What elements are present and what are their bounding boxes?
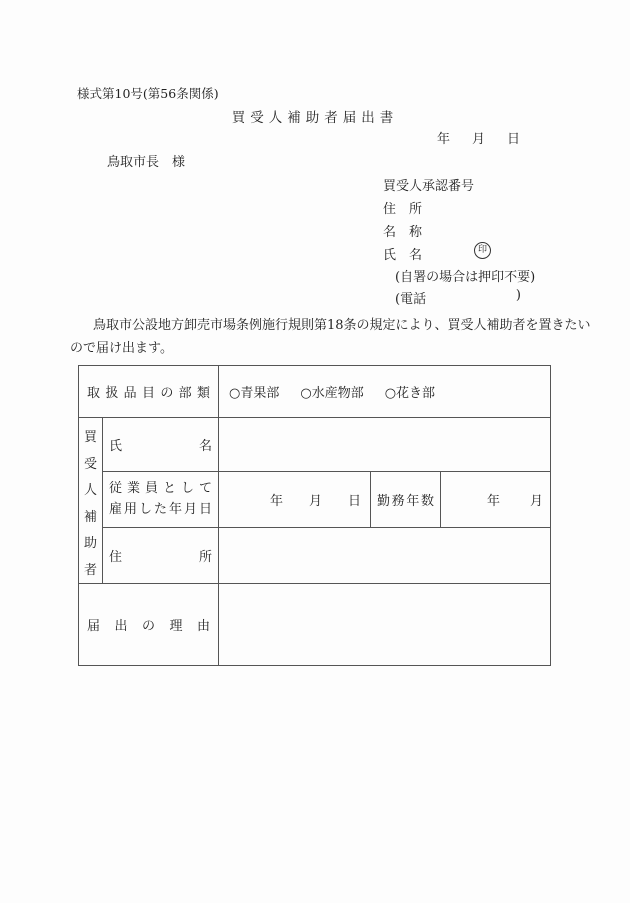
applicant-person-name-label: 氏 名 <box>383 248 423 263</box>
emp-day-label: 日 <box>348 493 362 509</box>
approval-number-label: 買受人承認番号 <box>383 179 475 194</box>
phone-label: (電話 <box>395 292 427 307</box>
applicant-entity-name-label: 名 称 <box>383 225 423 240</box>
employment-label-line1: 従業員として <box>109 481 213 497</box>
option-hanaki-bu: ○花き部 <box>384 386 436 401</box>
group-char-5: 助 <box>83 536 97 552</box>
applicant-address-label: 住 所 <box>383 202 423 217</box>
employment-date-cell <box>219 471 371 528</box>
reason-label: 届出の理由 <box>87 619 211 634</box>
addressee: 鳥取市長 様 <box>107 155 186 170</box>
name-value-cell <box>219 418 551 472</box>
group-char-4: 補 <box>83 509 97 525</box>
category-options <box>219 382 550 401</box>
reason-row <box>79 584 551 666</box>
service-years-label: 勤務年数 <box>377 493 435 509</box>
form-table <box>78 365 551 666</box>
svc-year-label: 年 <box>486 493 500 509</box>
body-line-1: 鳥取市公設地方卸売市場条例施行規則第18条の規定により、買受人補助者を置きたい <box>93 318 591 333</box>
group-char-6: 者 <box>83 562 97 578</box>
body-line-2: ので届け出ます。 <box>70 341 173 356</box>
seal-note: (自署の場合は押印不要) <box>395 270 536 285</box>
emp-year-label: 年 <box>269 493 283 509</box>
address-value-cell <box>219 528 551 584</box>
employment-row <box>79 471 551 528</box>
svc-month-label: 月 <box>530 493 544 509</box>
form-number: 様式第10号(第56条関係) <box>77 86 219 101</box>
reason-label-cell <box>79 584 219 666</box>
assistant-group-label <box>79 418 102 583</box>
group-char-3: 人 <box>83 483 97 499</box>
service-years-label-cell <box>371 471 441 528</box>
option-seika-bu: ○青果部 <box>229 386 280 401</box>
date-month-label: 月 <box>472 132 486 147</box>
category-label: 取扱品目の部類 <box>87 386 211 401</box>
service-units <box>441 490 550 509</box>
name-label: 氏名 <box>109 438 213 454</box>
phone-line <box>395 288 521 307</box>
address-row <box>79 528 551 584</box>
assistant-group-cell <box>79 418 103 584</box>
date-line <box>437 128 520 147</box>
address-label-cell <box>103 528 219 584</box>
address-label: 住所 <box>109 550 213 566</box>
date-day-label: 日 <box>507 132 521 147</box>
option-suisanbutsu-bu: ○水産物部 <box>300 386 364 401</box>
employment-date-units <box>219 490 370 509</box>
group-char-2: 受 <box>83 456 97 472</box>
date-year-label: 年 <box>437 132 451 147</box>
employment-label <box>103 478 218 520</box>
body-paragraph <box>70 314 591 360</box>
employment-label-line2: 雇用した年月日 <box>109 502 213 518</box>
category-options-cell <box>219 366 551 418</box>
name-label-cell <box>103 418 219 472</box>
name-row <box>79 418 551 472</box>
employment-label-cell <box>103 471 219 528</box>
reason-value-cell <box>219 584 551 666</box>
seal-icon: 印 <box>474 242 491 259</box>
category-label-cell <box>79 366 219 418</box>
emp-month-label: 月 <box>308 493 322 509</box>
group-char-1: 買 <box>83 430 97 445</box>
service-years-value-cell <box>441 471 551 528</box>
page-title: 買受人補助者届出書 <box>231 110 399 126</box>
category-row <box>79 366 551 418</box>
phone-close-paren: ) <box>515 288 521 303</box>
